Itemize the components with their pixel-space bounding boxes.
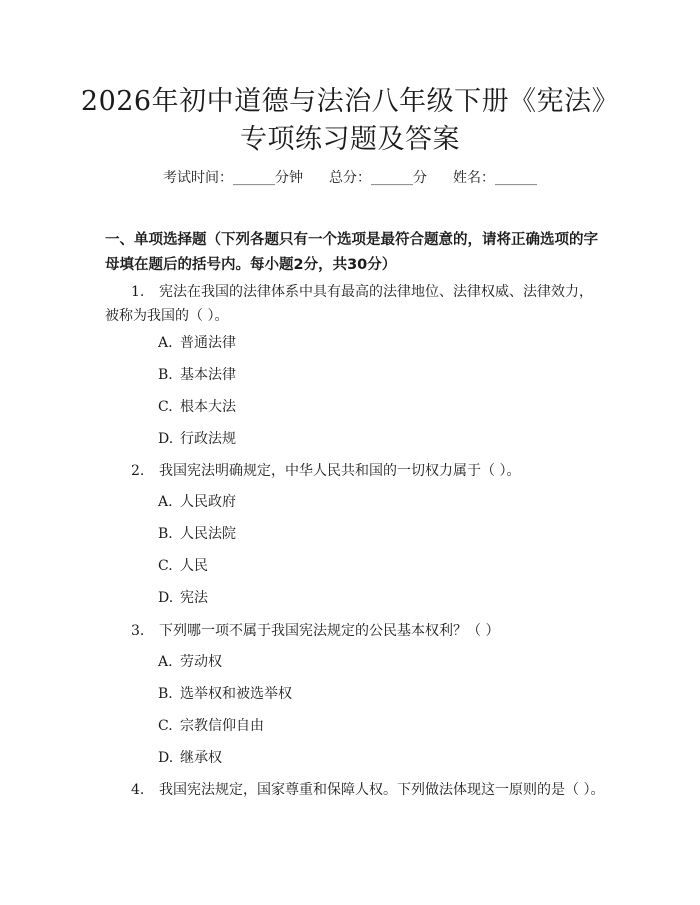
question-1	[105, 280, 605, 328]
option-text: 根本大法	[180, 399, 236, 415]
option-letter: C.	[158, 558, 173, 574]
option-letter: A.	[158, 494, 173, 510]
option-letter: D.	[158, 750, 174, 766]
option-3b	[158, 684, 292, 704]
option-1b	[158, 365, 236, 385]
option-3a	[158, 652, 222, 672]
option-1a	[158, 333, 236, 353]
question-4	[105, 778, 605, 802]
option-letter: A.	[158, 335, 173, 351]
question-text: 下列哪一项不属于我国宪法规定的公民基本权利？（ ）	[159, 623, 500, 639]
option-text: 劳动权	[180, 654, 222, 670]
question-3	[105, 619, 605, 643]
section-heading-single-choice: 一、单项选择题（下列各题只有一个选项是最符合题意的，请将正确选项的字母填在题后的括号内。每小题2分，共30分）	[105, 232, 598, 273]
question-text: 我国宪法规定，国家尊重和保障人权。下列做法体现这一原则的是（ ）。	[159, 782, 605, 798]
option-letter: D.	[158, 431, 174, 447]
total-score-field: 总分：______分	[329, 170, 427, 186]
option-3d	[158, 748, 222, 768]
option-1c	[158, 397, 236, 417]
option-2a	[158, 492, 236, 512]
option-2d	[158, 588, 208, 608]
option-text: 基本法律	[180, 367, 236, 383]
question-number: 4.	[131, 782, 145, 798]
option-letter: C.	[158, 399, 173, 415]
exam-meta-line	[0, 168, 700, 188]
option-3c	[158, 716, 264, 736]
option-1d	[158, 429, 236, 449]
exam-time-field: 考试时间：______分钟	[163, 170, 303, 186]
option-letter: A.	[158, 654, 173, 670]
page-title-line2: 专项练习题及答案	[240, 124, 460, 155]
question-number: 2.	[131, 463, 145, 479]
page-title-line1: 2026年初中道德与法治八年级下册《宪法》	[80, 86, 620, 117]
option-letter: D.	[158, 590, 174, 606]
option-2b	[158, 524, 236, 544]
option-letter: C.	[158, 718, 173, 734]
option-text: 继承权	[180, 750, 222, 766]
question-text: 宪法在我国的法律体系中具有最高的法律地位、法律权威、法律效力，被称为我国的（ ）。	[105, 284, 593, 324]
student-name-field: 姓名：______	[453, 170, 537, 186]
question-number: 3.	[131, 623, 145, 639]
option-text: 宪法	[180, 590, 208, 606]
question-text: 我国宪法明确规定，中华人民共和国的一切权力属于（ ）。	[159, 463, 521, 479]
option-text: 人民法院	[180, 526, 236, 542]
question-2	[105, 459, 605, 483]
option-text: 普通法律	[180, 335, 236, 351]
option-text: 人民	[180, 558, 208, 574]
question-number: 1.	[131, 284, 145, 300]
option-text: 行政法规	[180, 431, 236, 447]
option-letter: B.	[158, 686, 173, 702]
option-letter: B.	[158, 526, 173, 542]
option-text: 人民政府	[180, 494, 236, 510]
option-text: 选举权和被选举权	[180, 686, 292, 702]
option-2c	[158, 556, 208, 576]
option-letter: B.	[158, 367, 173, 383]
option-text: 宗教信仰自由	[180, 718, 264, 734]
